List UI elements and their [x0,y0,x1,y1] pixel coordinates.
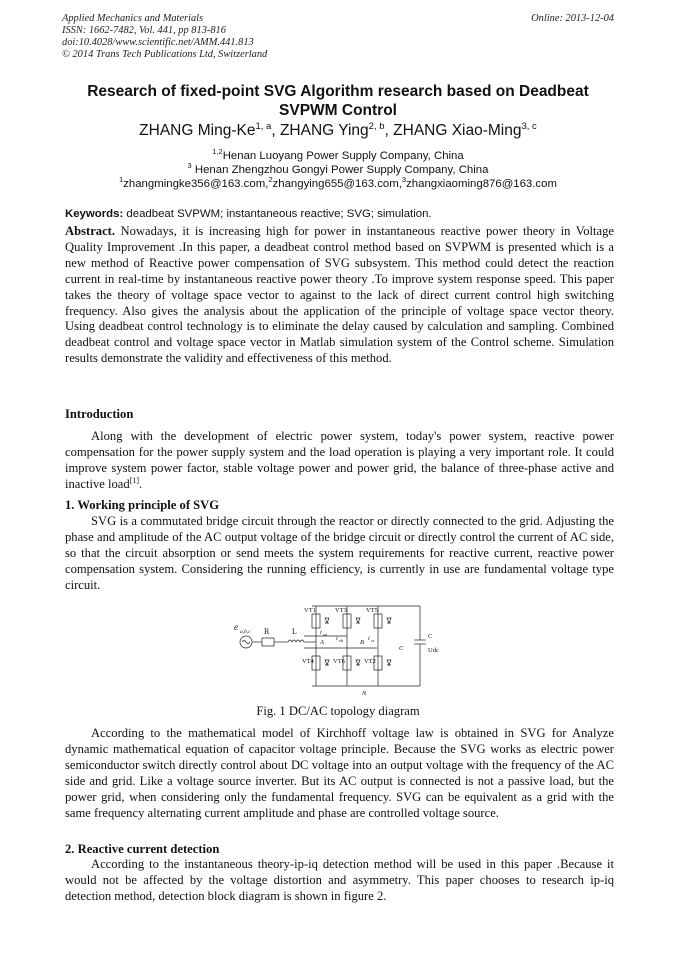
section-1-text-2: According to the mathematical model of Kirchhoff voltage law is obtained in SVG for Analyze dynamic mathematical equation of capacitor voltage principle. Because the SVG works as electric power semiconductor switch directly control about DC voltage into an output voltage with the frequency of the AC side and grid. Like a voltage source inverter. But its AC output is connected is not a passive load, but the power grid, when considering only the fundamental frequency. SVG can be equivalent as a grid with the same frequency alternating current amplitude and phase are controlled voltage source. [65,726,614,820]
section-1-paragraph [65,514,614,594]
current-label: i [320,629,322,636]
affiliation-text: Henan Zhengzhou Gongyi Power Supply Company, China [194,164,489,176]
email-text[interactable]: zhangmingke356@163.com, [123,178,269,190]
section-2-text: According to the instantaneous theory-ip-iq detection method will be used in this paper .Because it would not be affected by the voltage distortion and asymmetry. This paper chooses to research ip-iq detection method, detection block diagram is shown in figure 2. [65,857,614,903]
node-label: B [360,639,364,646]
capacitor-label: C [428,633,433,640]
switch-label: VT1 [304,607,316,614]
email-sup: 2 [268,175,273,185]
running-header [62,13,267,61]
current-sub-label: sc [371,638,375,643]
keywords-text: deadbeat SVPWM; instantaneous reactive; SVG; simulation. [126,208,432,220]
author-sup: 2, b [368,120,385,132]
email-text[interactable]: zhangxiaoming876@163.com [406,178,557,190]
keywords [65,207,615,221]
author-name: ZHANG Ying [279,122,369,139]
inductor-symbol [288,640,304,642]
resistor-label: R [264,627,270,636]
current-sub-label: sb [339,638,344,643]
source-label: e [234,622,238,632]
affiliation-line [62,149,614,163]
node-label: A [320,639,324,646]
abstract-text: Nowadays, it is increasing high for power in instantaneous reactive power theory in Voltage Quality Improvement .In this paper, a deadbeat control method based on SVPWM is presented which is a new method of Reactive power compensation of SVG subsystem. This method could detect the reaction current in real-time by instantaneous reactive power theory .To improve system response speed. This paper takes the theory of voltage space vector to against to the lack of direct current control high switching frequency. Also gives the analysis about the application of the principle of voltage space vector theory. Using deadbeat control technology is to eliminate the delay caused by calculation and sampling. Combined deadbeat control and voltage space vector in Matlab simulation system of the Control scheme. Simulation results demonstrate the validity and effectiveness of this method. [65,224,614,366]
switch-label: VT2 [364,658,376,665]
resistor-symbol [262,638,274,646]
email-text[interactable]: zhangying655@163.com, [272,178,402,190]
online-date: Online: 2013-12-04 [531,13,614,24]
section-2-paragraph [65,857,614,905]
author-list: ZHANG Ming-Ke$^{1, a}$, ZHANG Ying$^{2, b}$, ZHANG Xiao-Ming$^{3, c}$ [139,120,537,139]
affiliation-sup: 1,2 [212,147,223,157]
affiliation-text: Henan Luoyang Power Supply Company, China [222,150,464,162]
copyright-line: © 2014 Trans Tech Publications Ltd, Switzerland [62,49,268,60]
section-2-heading: 2. Reactive current detection [65,842,220,856]
keywords-label: Keywords: [65,208,124,220]
switch-label: VT5 [366,607,378,614]
intro-text: Along with the development of electric power system, today's power system, reactive power compensation for the power supply system and the load operation is playing a very important role. It could improve system power factor, stable voltage power and power grid, the balance of three-phase active and inactive load [65,429,614,491]
neutral-label: N [362,690,367,697]
node-label: C [399,645,404,652]
udc-label: Udc [428,647,439,654]
section-1-text: SVG is a commutated bridge circuit through the reactor or directly connected to the grid. Adjusting the phase and amplitude of the AC output voltage of the bridge circuit or directly control the current of AC side, so that the circuit absorption or send meets the system requirements for reactive current, reactive power compensation system. Considering the running efficiency, is currently in use are fundamental voltage type circuit. [65,514,614,592]
author-name: ZHANG Xiao-Ming [393,122,522,139]
switch-label: VT6 [333,658,345,665]
section-1-paragraph-2 [65,726,614,821]
switch-label: VT3 [335,607,347,614]
source-sub-label: a,b,c [240,629,251,635]
citation-ref[interactable]: [1] [129,475,140,485]
email-sup: 3 [401,175,407,185]
current-label: i [336,635,338,642]
author-sup: 1, a [255,120,272,132]
current-sub-label: sa [323,632,328,637]
affiliation-line [62,163,614,177]
affiliations [62,149,614,191]
section-1-heading: 1. Working principle of SVG [65,498,220,512]
paper-title: Research of fixed-point SVG Algorithm research based on Deadbeat SVPWM Control [87,83,589,119]
dc-ac-topology-diagram [232,600,442,698]
figure-1-caption: Fig. 1 DC/AC topology diagram [256,704,420,718]
inductor-label: L [292,627,297,636]
doi-line: doi:10.4028/www.scientific.net/AMM.441.813 [62,37,254,48]
affiliation-sup: 3 [187,161,192,171]
author-sup: 3, c [521,120,537,132]
email-line [62,177,614,191]
switch-label: VT4 [302,658,314,665]
issn-line: ISSN: 1662-7482, Vol. 441, pp 813-816 [62,25,226,36]
email-sup: 1 [119,175,124,185]
current-label: i [368,635,370,642]
author-name: ZHANG Ming-Ke [139,122,256,139]
intro-end: . [139,476,143,491]
abstract-label: Abstract. [65,224,116,238]
intro-heading: Introduction [65,407,134,421]
journal-name: Applied Mechanics and Materials [62,13,204,24]
abstract [65,224,614,367]
intro-paragraph [65,429,614,493]
